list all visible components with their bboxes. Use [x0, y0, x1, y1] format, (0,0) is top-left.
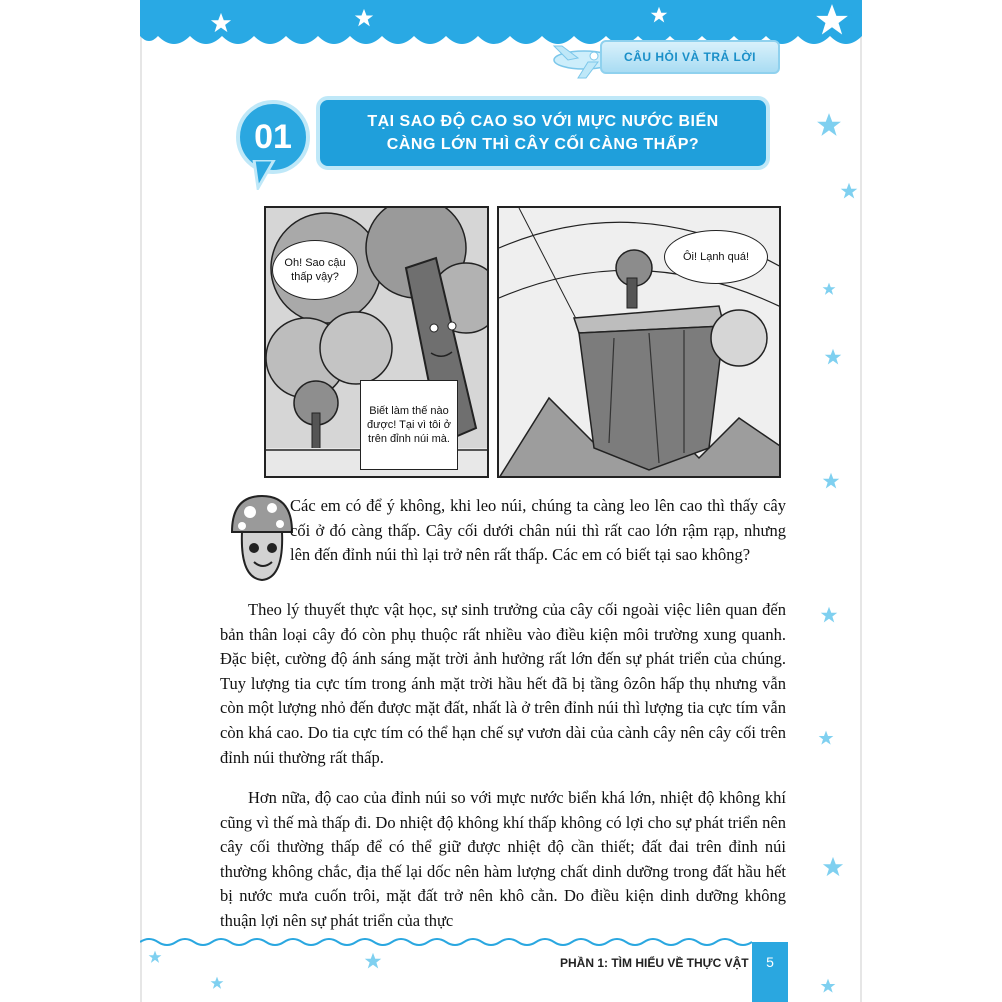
star-icon — [354, 8, 374, 28]
body-paragraph-2: Hơn nữa, độ cao của đỉnh núi so với mực nước biển khá lớn, nhiệt độ không khí cũng vì thế mà thấp đi. Do nhiệt độ không khí thấp không có lợi cho sự phát triển nên cây cối thường thấp để có thể giữ được nhiệt độ cần thiết; đất đai trên đỉnh núi thường không chắc, địa thế lại dốc nên hàm lượng chất dinh dưỡng trong đất hầu hết bị nước mưa cuốn trôi, mặt đất trở nên khô cằn. Do điều kiện dinh dưỡng không thuận lợi nên sự phát triển của thực — [220, 788, 786, 930]
star-icon — [822, 472, 840, 490]
star-icon — [820, 978, 836, 994]
mushroom-mascot-icon — [226, 492, 298, 584]
badge-tail — [252, 160, 276, 190]
star-icon — [822, 282, 836, 296]
star-icon — [818, 730, 834, 746]
footer-chapter-title: PHẦN 1: TÌM HIỂU VỀ THỰC VẬT — [560, 956, 749, 970]
intro-paragraph: Các em có để ý không, khi leo núi, chúng ta càng leo lên cao thì thấy cây cối ở đó càng thấp. Cây cối dưới chân núi thì rất cao lớn rậm rạp, nhưng lên đến đỉnh núi thì lại trở nên rất thấp. Các em có biết tại sao không? — [290, 496, 786, 565]
speech-bubble-left-bottom: Biết làm thế nào được! Tại vì tôi ở trên đỉnh núi mà. — [360, 380, 458, 470]
page-number-tab — [752, 942, 788, 1002]
star-icon — [820, 606, 838, 624]
question-number: 01 — [254, 117, 292, 156]
star-icon — [650, 6, 668, 24]
speech-bubble-right: Ôi! Lạnh quá! — [664, 230, 768, 284]
question-title-line1: TẠI SAO ĐỘ CAO SO VỚI MỰC NƯỚC BIỂN — [367, 113, 719, 130]
question-title-line2: CÀNG LỚN THÌ CÂY CỐI CÀNG THẤP? — [386, 136, 700, 153]
speech-bubble-left-top: Oh! Sao cậu thấp vậy? — [272, 240, 358, 300]
star-icon — [148, 950, 162, 964]
star-icon — [210, 12, 232, 34]
star-icon — [210, 976, 224, 990]
page-number: 5 — [766, 954, 774, 970]
section-tag — [600, 40, 780, 74]
page-right-edge — [860, 0, 862, 1002]
page-left-edge — [140, 0, 142, 1002]
body-paragraph-1: Theo lý thuyết thực vật học, sự sinh trưởng của cây cối ngoài việc liên quan đến bản thân loại cây đó còn phụ thuộc rất nhiều vào điều kiện môi trường xung quanh. Đặc biệt, cường độ ánh sáng mặt trời ảnh hưởng rất lớn đến sự phát triển của chúng. Tuy lượng tia cực tím trong ánh mặt trời hầu hết đã bị tầng ôzôn hấp thụ nhưng vẫn còn một lượng nhỏ đến được mặt đất, nhất là ở trên đỉnh núi thì lượng tia cực tím vẫn còn khá cao. Do tia cực tím có thể hạn chế sự vươn dài của cành cây nên cây cối trên đỉnh núi thường rất thấp. — [220, 600, 786, 767]
star-icon — [824, 348, 842, 366]
star-icon — [812, 0, 852, 40]
section-tag-label: CÂU HỎI VÀ TRẢ LỜI — [624, 50, 756, 64]
star-icon — [840, 182, 858, 200]
star-icon — [816, 112, 842, 138]
question-title-box — [316, 96, 770, 170]
star-icon — [364, 952, 382, 970]
star-icon — [822, 856, 844, 878]
